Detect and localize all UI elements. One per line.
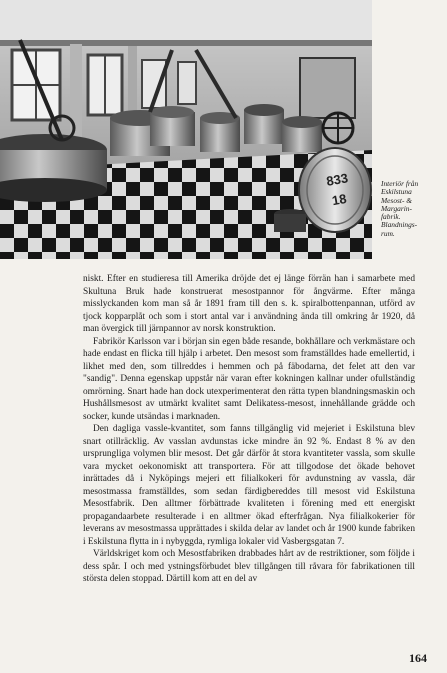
page-number: 164 — [409, 651, 427, 665]
figure-caption — [381, 180, 443, 238]
caption-line: Interiör från — [381, 179, 419, 188]
paragraph: Den dagliga vassle-kvantitet, som fanns tillgänglig vid mejeriet i Eskilstuna blev snart otillräcklig. Av vasslan avdunstas icke mindre än 92 %. Endast 8 % av den ursprungliga volymen blir mesost. Det går därför åt stora kvantiteter vassla, som skulle vara mycket oekonomiskt att transportera. För att tillgodose det ökade behovet inrättades då i Nyköpings mejeri ett filialkokeri för avdunstning av vassla, där mesostmassa framställdes, som sedan färdigbereddes till mesost vid Eskilstuna Mesostfabrik. Den alltmer förbättrade kvaliteten i förening med ett energiskt propagandaarbete resulterade i en alltmer ökad efterfrågan. Nya filialkokerier för leverans av mesostmassa upprättades i skilda delar av landet och år 1900 kunde fabriken i Eskilstuna flytta in i nybyggda, rymliga lokaler vid Vasbergsgatan 7. — [83, 424, 415, 547]
paragraph: niskt. Efter en studieresa till Amerika dröjde det ej länge förrän han i samarbete med Skultuna Bruk hade konstruerat mesostpannor för ångvärme. Efter många misslyckanden kom man så år 1891 fram till den s. k. spiralbottenpannan, utförd av tjock kopparplåt och som i stort antal var i användning ända till omkring år 1920, då man övergick till järnpannor av norsk konstruktion. — [83, 274, 415, 334]
body-text — [83, 273, 415, 586]
caption-line: Mesost- & — [381, 195, 412, 205]
caption-line: Blandnings- — [381, 220, 418, 230]
factory-interior-photo — [0, 0, 372, 259]
caption-line: Margarin- — [381, 203, 412, 213]
caption-line: Eskilstuna — [381, 187, 412, 197]
drum-number: 18 — [330, 190, 348, 209]
caption-line: fabrik. — [381, 212, 401, 222]
paragraph: Världskriget kom och Mesostfabriken drabbades hårt av de restriktioner, som följde i dess spår. I och med ystningsförbudet blev tillgången till råvara för fabrikationen till största delen stoppad. Därtill kom att en del av — [83, 549, 415, 584]
paragraph: Fabrikör Karlsson var i början sin egen både resande, bokhållare och verkmästare och hade endast en flicka till hjälp i arbetet. Den mesost som framställdes hade emellertid, i likhet med den, som tillreddes i hemmen och på fäbodarna, det felet att den var "sandig". Denna egenskap uppstår när varan efter kokningen kallnar under ofullständig omrörning. Snart hade han dock utexperimenterat den rätta typen blandningsmaskin och Hushållsmesost av utmärkt kvalitet samt Delikatess-mesost, innehållande grädde och socker, kunde utsändas i marknaden. — [83, 336, 415, 422]
caption-line: rum. — [381, 228, 395, 238]
drum-number: 833 — [325, 170, 350, 189]
